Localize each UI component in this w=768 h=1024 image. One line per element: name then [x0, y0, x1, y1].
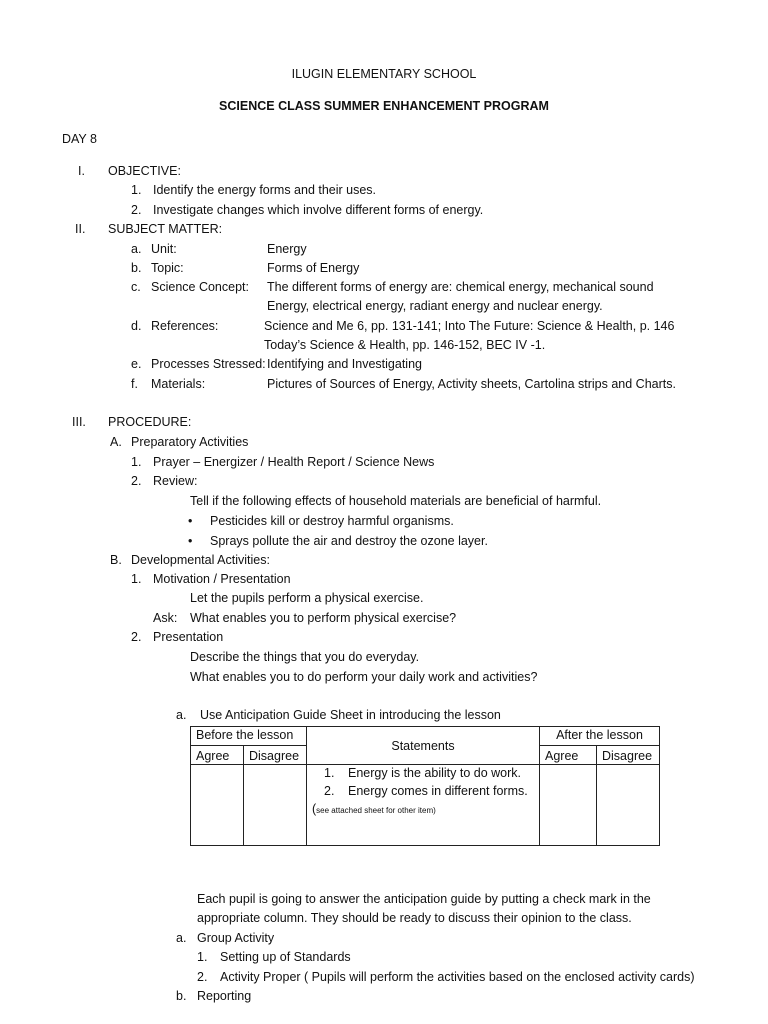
- after-disagree-header: [597, 746, 660, 765]
- bullet-icon: •: [188, 514, 193, 528]
- subject-num: II.: [75, 222, 86, 236]
- subject-item-b-label: Topic:: [151, 261, 184, 275]
- group-item-2-num: 2.: [197, 970, 208, 984]
- reporting-num: b.: [176, 989, 187, 1003]
- review-bullet-2: Sprays pollute the air and destroy the ozone layer.: [210, 534, 488, 548]
- after-table-line-1: Each pupil is going to answer the anticipation guide by putting a check mark in the: [197, 892, 651, 906]
- subject-title: SUBJECT MATTER:: [108, 222, 223, 236]
- statement-2-num: 2.: [324, 784, 335, 798]
- reporting-title: Reporting: [197, 989, 252, 1003]
- group-item-1: Setting up of Standards: [220, 950, 351, 964]
- group-activity-num: a.: [176, 931, 187, 945]
- after-agree-cell[interactable]: [540, 765, 597, 846]
- subject-item-d-value-2: Today’s Science & Health, pp. 146-152, BEC IV -1.: [264, 338, 546, 352]
- objective-num: I.: [78, 164, 85, 178]
- dev-item-2-num: 2.: [131, 630, 142, 644]
- before-disagree-label: Disagree: [249, 749, 300, 763]
- anticipation-item: Use Anticipation Guide Sheet in introducing the lesson: [200, 708, 501, 722]
- procedure-title: PROCEDURE:: [108, 415, 192, 429]
- after-agree-label: Agree: [545, 749, 579, 763]
- group-item-1-num: 1.: [197, 950, 208, 964]
- ask-text: What enables you to perform physical exercise?: [190, 611, 457, 625]
- subject-item-b-num: b.: [131, 261, 142, 275]
- prep-item-1-num: 1.: [131, 455, 142, 469]
- statement-2-text: Energy comes in different forms.: [348, 784, 528, 798]
- table-note-paren: (: [312, 802, 317, 816]
- review-bullet-1: Pesticides kill or destroy harmful organisms.: [210, 514, 454, 528]
- procedure-num: III.: [72, 415, 86, 429]
- section-b-num: B.: [110, 553, 122, 567]
- after-agree-header: [540, 746, 597, 765]
- day-label: DAY 8: [62, 132, 97, 146]
- prep-item-1: Prayer – Energizer / Health Report / Science News: [153, 455, 435, 469]
- motivation-line: Let the pupils perform a physical exercise.: [190, 591, 424, 605]
- subject-item-c-label: Science Concept:: [151, 280, 249, 294]
- before-disagree-header: [244, 746, 307, 765]
- subject-item-e-num: e.: [131, 357, 142, 371]
- anticipation-item-num: a.: [176, 708, 187, 722]
- objective-title: OBJECTIVE:: [108, 164, 181, 178]
- subject-item-f-value: Pictures of Sources of Energy, Activity sheets, Cartolina strips and Charts.: [267, 377, 676, 391]
- prep-item-2: Review:: [153, 474, 198, 488]
- subject-item-d-num: d.: [131, 319, 142, 333]
- statement-item: [324, 783, 534, 799]
- before-agree-label: Agree: [196, 749, 230, 763]
- statements-header: Statements: [307, 727, 540, 765]
- bullet-icon: •: [188, 534, 193, 548]
- subject-item-d-value: Science and Me 6, pp. 131-141; Into The Future: Science & Health, p. 146: [264, 319, 675, 333]
- subject-item-c-value-2: Energy, electrical energy, radiant energy and nuclear energy.: [267, 299, 603, 313]
- statement-1-num: 1.: [324, 766, 335, 780]
- statement-1-text: Energy is the ability to do work.: [348, 766, 521, 780]
- objective-item-1-num: 1.: [131, 183, 142, 197]
- subject-item-e-value: Identifying and Investigating: [267, 357, 422, 371]
- presentation-line-2: What enables you to do perform your daily work and activities?: [190, 670, 538, 684]
- section-a-num: A.: [110, 435, 122, 449]
- table-note-text: see attached sheet for other item): [316, 806, 436, 815]
- school-name: ILUGIN ELEMENTARY SCHOOL: [291, 67, 477, 81]
- after-table-line-2: appropriate column. They should be ready to discuss their opinion to the class.: [197, 911, 632, 925]
- subject-item-b-value: Forms of Energy: [267, 261, 360, 275]
- before-agree-header: [191, 746, 244, 765]
- subject-item-a-value: Energy: [267, 242, 307, 256]
- section-a-title: Preparatory Activities: [131, 435, 249, 449]
- subject-item-a-label: Unit:: [151, 242, 177, 256]
- subject-item-f-label: Materials:: [151, 377, 206, 391]
- subject-item-d-label: References:: [151, 319, 219, 333]
- subject-item-f-num: f.: [131, 377, 138, 391]
- dev-item-1-num: 1.: [131, 572, 142, 586]
- statements-cell: [307, 765, 540, 846]
- dev-item-2: Presentation: [153, 630, 224, 644]
- before-disagree-cell[interactable]: [244, 765, 307, 846]
- objective-item-2: Investigate changes which involve different forms of energy.: [153, 203, 484, 217]
- subject-item-c-num: c.: [131, 280, 141, 294]
- before-lesson-header: Before the lesson: [191, 727, 307, 746]
- section-b-title: Developmental Activities:: [131, 553, 270, 567]
- subject-item-e-label: Processes Stressed:: [151, 357, 266, 371]
- group-item-2: Activity Proper ( Pupils will perform the activities based on the enclosed activity cards): [220, 970, 695, 984]
- presentation-line-1: Describe the things that you do everyday.: [190, 650, 420, 664]
- subject-item-c-value: The different forms of energy are: chemical energy, mechanical sound: [267, 280, 654, 294]
- ask-label: Ask:: [153, 611, 178, 625]
- review-instruction: Tell if the following effects of household materials are beneficial of harmful.: [190, 494, 602, 508]
- prep-item-2-num: 2.: [131, 474, 142, 488]
- before-agree-cell[interactable]: [191, 765, 244, 846]
- objective-item-2-num: 2.: [131, 203, 142, 217]
- objective-item-1: Identify the energy forms and their uses.: [153, 183, 377, 197]
- after-lesson-header: After the lesson: [540, 727, 660, 746]
- program-title: SCIENCE CLASS SUMMER ENHANCEMENT PROGRAM: [219, 99, 549, 113]
- statement-item: [324, 765, 534, 781]
- dev-item-1: Motivation / Presentation: [153, 572, 291, 586]
- after-disagree-cell[interactable]: [597, 765, 660, 846]
- after-disagree-label: Disagree: [602, 749, 653, 763]
- subject-item-a-num: a.: [131, 242, 142, 256]
- anticipation-guide-table: [190, 726, 660, 846]
- table-note: [312, 801, 534, 819]
- group-activity-title: Group Activity: [197, 931, 275, 945]
